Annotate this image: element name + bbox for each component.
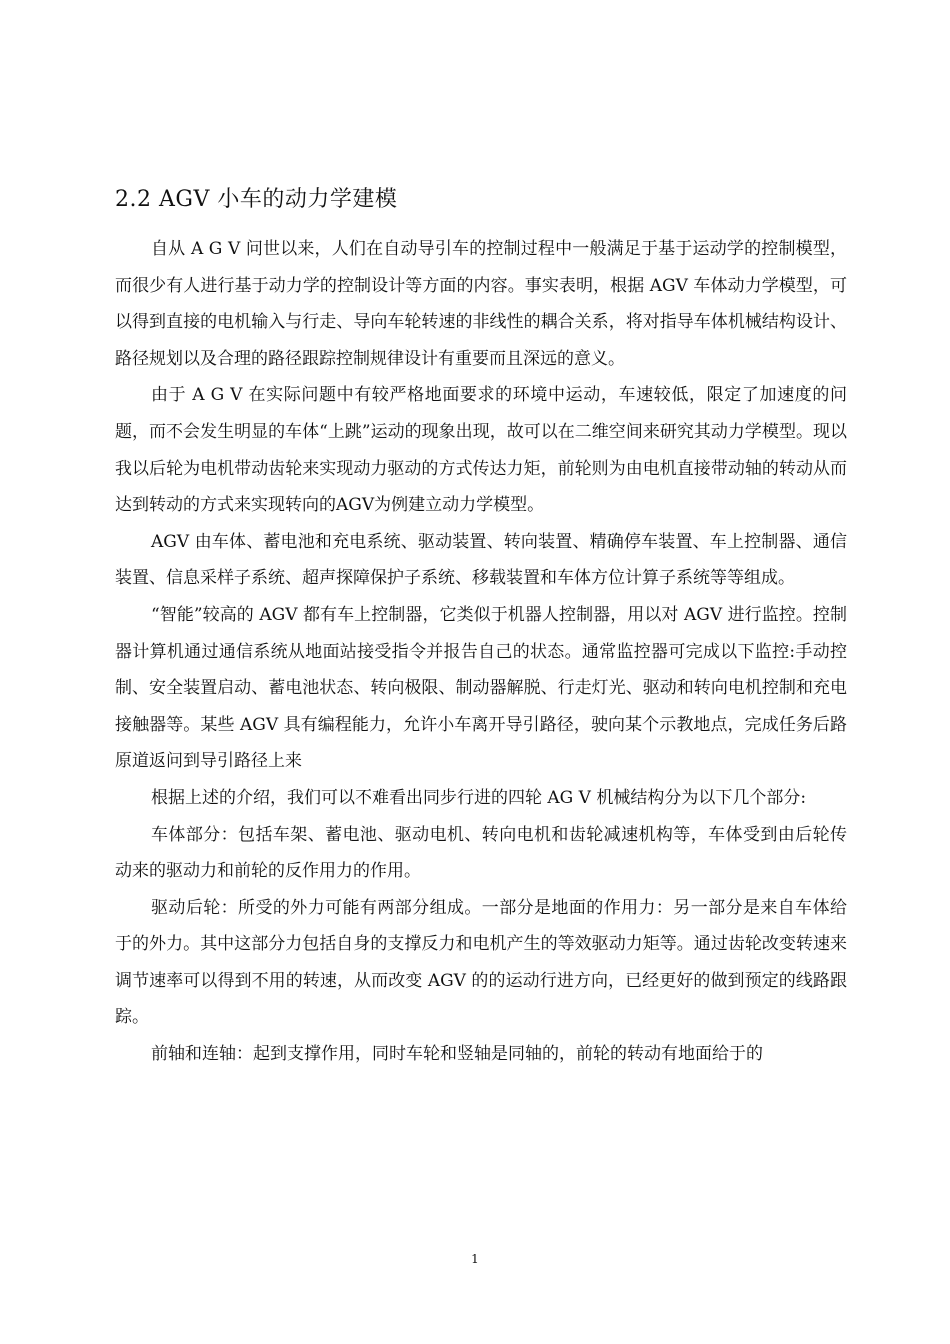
- paragraph-3: AGV 由车体、蓄电池和充电系统、驱动装置、转向装置、精确停车装置、车上控制器、通信装置、信息采样子系统、超声探障保护子系统、移载装置和车体方位计算子系统等等组成。: [115, 531, 847, 589]
- paragraph-7: 驱动后轮：所受的外力可能有两部分组成。一部分是地面的作用力：另一部分是来自车体给于的外力。其中这部分力包括自身的支撑反力和电机产生的等效驱动力矩等。通过齿轮改变转速来调节速率可以得到不用的转速，从而改变 AGV 的的运动行进方向，已经更好的做到预定的线路跟踪。: [115, 897, 847, 1028]
- body-text: [115, 231, 847, 1073]
- paragraph-5: 根据上述的介绍，我们可以不难看出同步行进的四轮 AG V 机械结构分为以下几个部分:: [151, 787, 807, 808]
- paragraph-4: “智能”较高的 AGV 都有车上控制器，它类似于机器人控制器，用以对 AGV 进行监控。控制器计算机通过通信系统从地面站接受指令并报告自己的状态。通常监控器可完成以下监控:手动控制、安全装置启动、蓄电池状态、转向极限、制动器解脱、行走灯光、驱动和转向电机控制和充电接触器等。某些 AGV 具有编程能力，允许小车离开导引路径，驶向某个示教地点，完成任务后路原道返问到导引路径上来: [115, 604, 847, 772]
- paragraph-1: 自从 A G V 问世以来，人们在自动导引车的控制过程中一般满足于基于运动学的控制模型，而很少有人进行基于动力学的控制设计等方面的内容。事实表明，根据 AGV 车体动力学模型，可以得到直接的电机输入与行走、导向车轮转速的非线性的耦合关系，将对指导车体机械结构设计、路径规划以及合理的路径跟踪控制规律设计有重要而且深远的意义。: [115, 239, 847, 369]
- paragraph-8: 前轴和连轴：起到支撑作用，同时车轮和竖轴是同轴的，前轮的转动有地面给于的: [151, 1044, 763, 1065]
- paragraph-2: 由于 A G V 在实际问题中有较严格地面要求的环境中运动，车速较低，限定了加速度的问题，而不会发生明显的车体“上跳”运动的现象出现，故可以在二维空间来研究其动力学模型。现以我以后轮为电机带动齿轮来实现动力驱动的方式传达力矩，前轮则为由电机直接带动轴的转动从而达到转动的方式来实现转向的AGV为例建立动力学模型。: [115, 385, 847, 516]
- page-number: 1: [471, 1252, 479, 1266]
- paragraph-6: 车体部分：包括车架、蓄电池、驱动电机、转向电机和齿轮减速机构等，车体受到由后轮传动来的驱动力和前轮的反作用力的作用。: [115, 824, 847, 882]
- section-heading: 2.2 AGV 小车的动力学建模: [115, 187, 398, 212]
